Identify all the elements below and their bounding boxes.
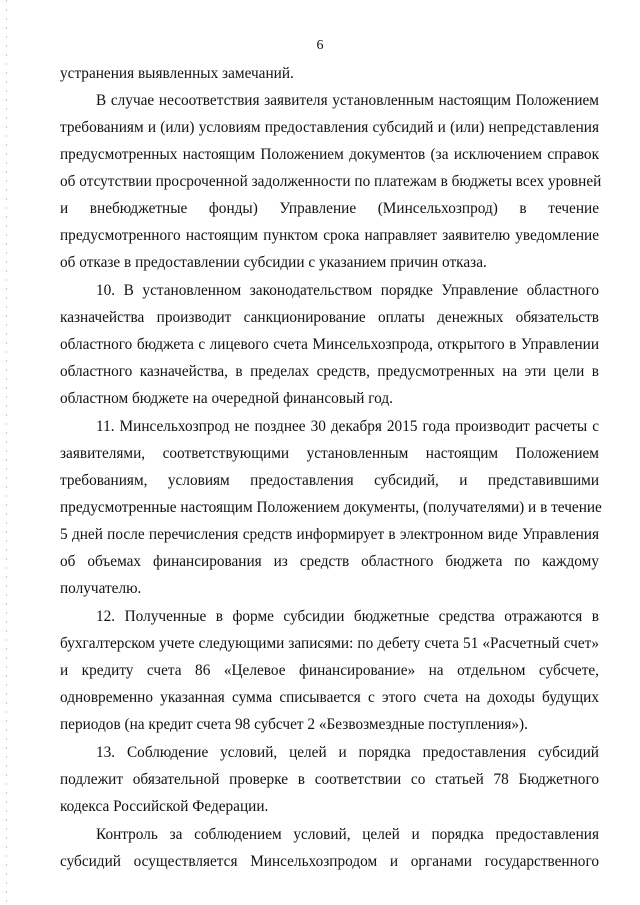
text-line: предусмотренных настоящим Положением документов (за исключением справок bbox=[60, 146, 599, 163]
text-line: об объемах финансирования из средств областного бюджета по каждому bbox=[60, 553, 599, 570]
text-line: В случае несоответствия заявителя установленным настоящим Положением bbox=[96, 92, 599, 109]
text-line: областном бюджете на очередной финансовый год. bbox=[60, 390, 393, 407]
text-line: подлежит обязательной проверке в соответствии со статьей 78 Бюджетного bbox=[60, 771, 599, 788]
text-line: 5 дней после перечисления средств информирует в электронном виде Управления bbox=[60, 526, 599, 543]
text-line: и внебюджетные фонды) Управление (Минсельхозпрод) в течение bbox=[60, 200, 599, 217]
text-line: бухгалтерском учете следующими записями: по дебету счета 51 «Расчетный счет» bbox=[60, 635, 599, 652]
text-line: 13. Соблюдение условий, целей и порядка предоставления субсидий bbox=[96, 744, 599, 761]
text-line: 11. Минсельхозпрод не позднее 30 декабря 2015 года производит расчеты с bbox=[96, 418, 599, 435]
text-line: устранения выявленных замечаний. bbox=[60, 65, 294, 82]
text-line: субсидий осуществляется Минсельхозпродом и органами государственного bbox=[60, 853, 599, 870]
text-line: заявителями, соответствующими установленным настоящим Положением bbox=[60, 445, 599, 462]
text-line: и кредиту счета 86 «Целевое финансирование» на отдельном субсчете, bbox=[60, 662, 599, 679]
text-line: областного казначейства, в пределах средств, предусмотренных на эти цели в bbox=[60, 363, 599, 380]
page-number: 6 bbox=[316, 38, 324, 53]
text-line: предусмотренного настоящим пунктом срока направляет заявителю уведомление bbox=[60, 227, 599, 244]
text-line: Контроль за соблюдением условий, целей и порядка предоставления bbox=[96, 826, 599, 843]
text-line: периодов (на кредит счета 98 субсчет 2 «Безвозмездные поступления»). bbox=[60, 716, 528, 733]
text-line: кодекса Российской Федерации. bbox=[60, 798, 269, 815]
text-line: требованиям, условиям предоставления субсидий, и представившими bbox=[60, 472, 599, 489]
text-line: об отказе в предоставлении субсидии с указанием причин отказа. bbox=[60, 254, 487, 271]
text-line: 12. Полученные в форме субсидии бюджетные средства отражаются в bbox=[96, 608, 599, 625]
text-line: 10. В установленном законодательством порядке Управление областного bbox=[96, 282, 599, 299]
text-line: областного бюджета с лицевого счета Минсельхозпрода, открытого в Управлении bbox=[60, 336, 599, 353]
text-line: одновременно указанная сумма списывается с этого счета на доходы будущих bbox=[60, 689, 599, 706]
text-line: требованиям и (или) условиям предоставления субсидий и (или) непредставления bbox=[60, 119, 599, 136]
text-line: казначейства производит санкционирование оплаты денежных обязательств bbox=[60, 309, 599, 326]
scan-edge-mark bbox=[6, 0, 7, 905]
text-line: предусмотренные настоящим Положением документы, (получателями) и в течение bbox=[60, 499, 602, 516]
text-line: получателю. bbox=[60, 580, 142, 597]
text-line: об отсутствии просроченной задолженности по платежам в бюджеты всех уровней bbox=[60, 173, 602, 190]
